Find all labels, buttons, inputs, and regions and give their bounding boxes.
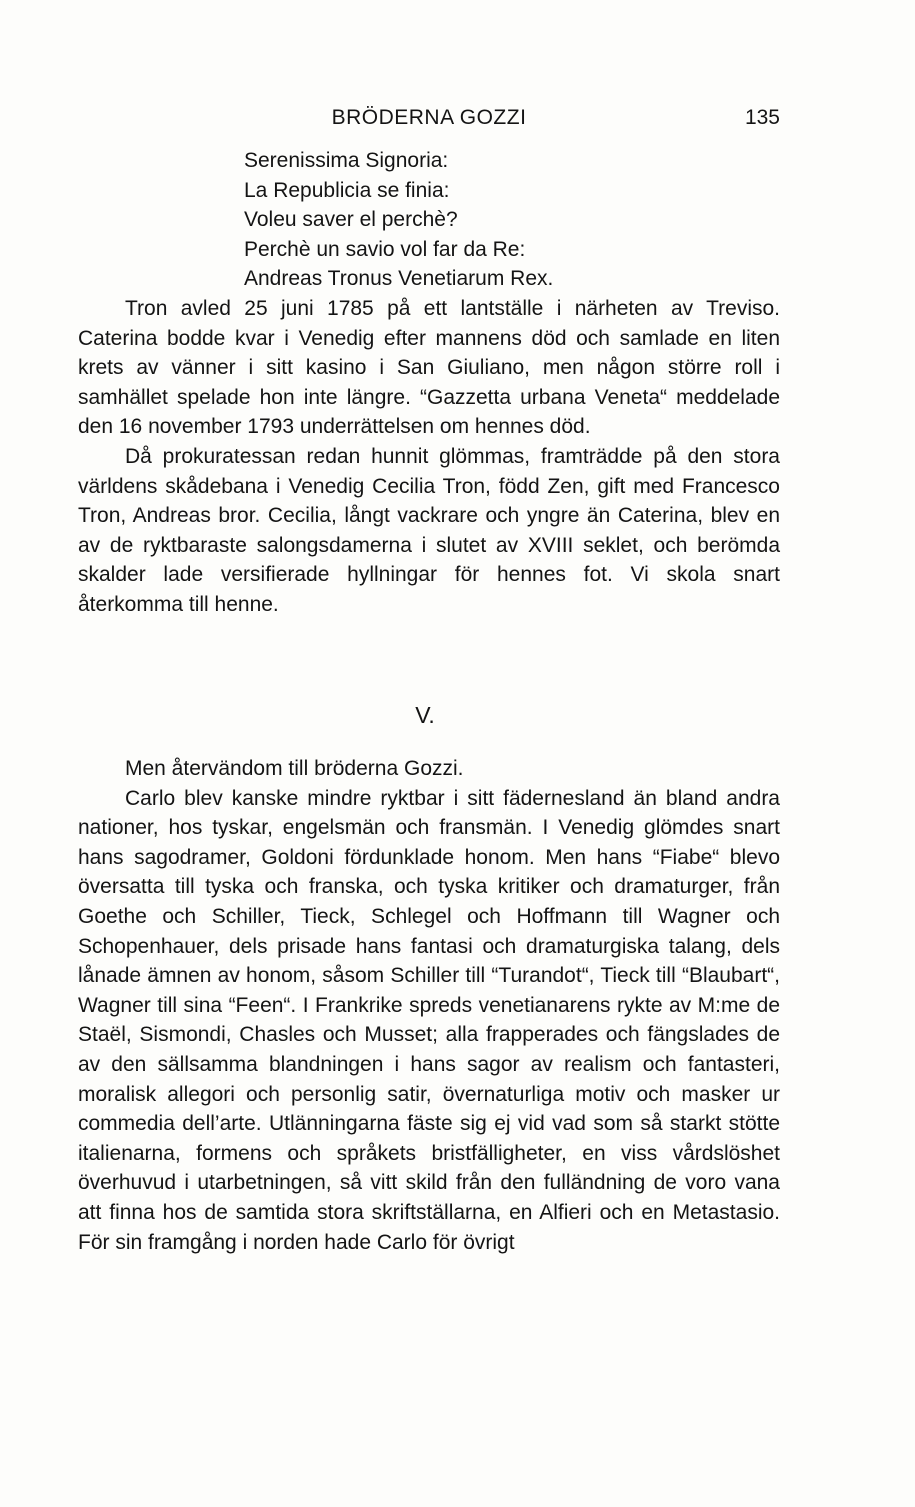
page-number: 135 xyxy=(744,106,780,129)
paragraph: Carlo blev kanske mindre ryktbar i sitt fädernesland än bland andra nationer, hos tyskar, engelsmän och fransmän. I Venedig glömdes snart hans sagodramer, Goldoni fördunklade honom. Men hans “Fiabe“ blevo översatta till tyska och franska, och tyska kritiker och dramaturger, från Goethe och Schiller, Tieck, Schlegel och Hoffmann till Wagner och Schopenhauer, dels prisade hans fantasi och dramaturgiska talang, dels lånade ämnen av honom, såsom Schiller till “Turandot“, Tieck till “Blaubart“, Wagner till sina “Feen“. I Frankrike spreds venetianarens rykte av M:me de Staël, Sismondi, Chasles och Musset; alla frapperades och fängslades de av den sällsamma blandningen i hans sagor av realism och fantasteri, moralisk allegori och personlig satir, övernaturliga motiv och masker ur commedia dell’arte. Utlänningarna fäste sig ej vid vad som så starkt stötte italienarna, formens och språkets bristfälligheter, en viss vårdslöshet överhuvud i utarbetningen, så vitt skild från den fulländning de voro vana att finna hos de samtida stora skriftställarna, en Alfieri och en Metastasio. För sin framgång i norden hade Carlo för övrigt xyxy=(78,786,780,1254)
paragraph: Då prokuratessan redan hunnit glömmas, framträdde på den stora världens skådebana i Venedig Cecilia Tron, född Zen, gift med Francesco Tron, Andreas bror. Cecilia, långt vackrare och yngre än Caterina, blev en av de ryktbaraste salongsdamerna i slutet av XVIII seklet, och berömda skalder lade versifierade hyllningar för hennes fot. Vi skola snart återkomma till henne. xyxy=(78,444,780,616)
paragraph: Tron avled 25 juni 1785 på ett lantställe i närheten av Treviso. Caterina bodde kvar i Venedig efter mannens död och samlade en liten krets av vänner i sitt kasino i San Giuliano, men någon större roll i samhället spelade hon inte längre. “Gazzetta urbana Veneta“ meddelade den 16 november 1793 underrättelsen om hennes död. xyxy=(78,297,780,439)
verse-line: Serenissima Signoria: xyxy=(244,149,449,172)
verse-line: Andreas Tronus Venetiarum Rex. xyxy=(244,267,554,290)
body-text-after-section xyxy=(78,754,780,1257)
verse-line: Perchè un savio vol far da Re: xyxy=(244,237,526,261)
quoted-verse xyxy=(244,146,553,294)
section-heading: V. xyxy=(415,702,435,728)
body-text-before-section xyxy=(78,294,780,620)
running-header xyxy=(78,103,780,133)
paragraph: Men återvändom till bröderna Gozzi. xyxy=(125,757,464,780)
verse-line: La Republicia se finia: xyxy=(244,178,450,202)
verse-line: Voleu saver el perchè? xyxy=(244,208,458,231)
running-title: BRÖDERNA GOZZI xyxy=(331,106,527,129)
